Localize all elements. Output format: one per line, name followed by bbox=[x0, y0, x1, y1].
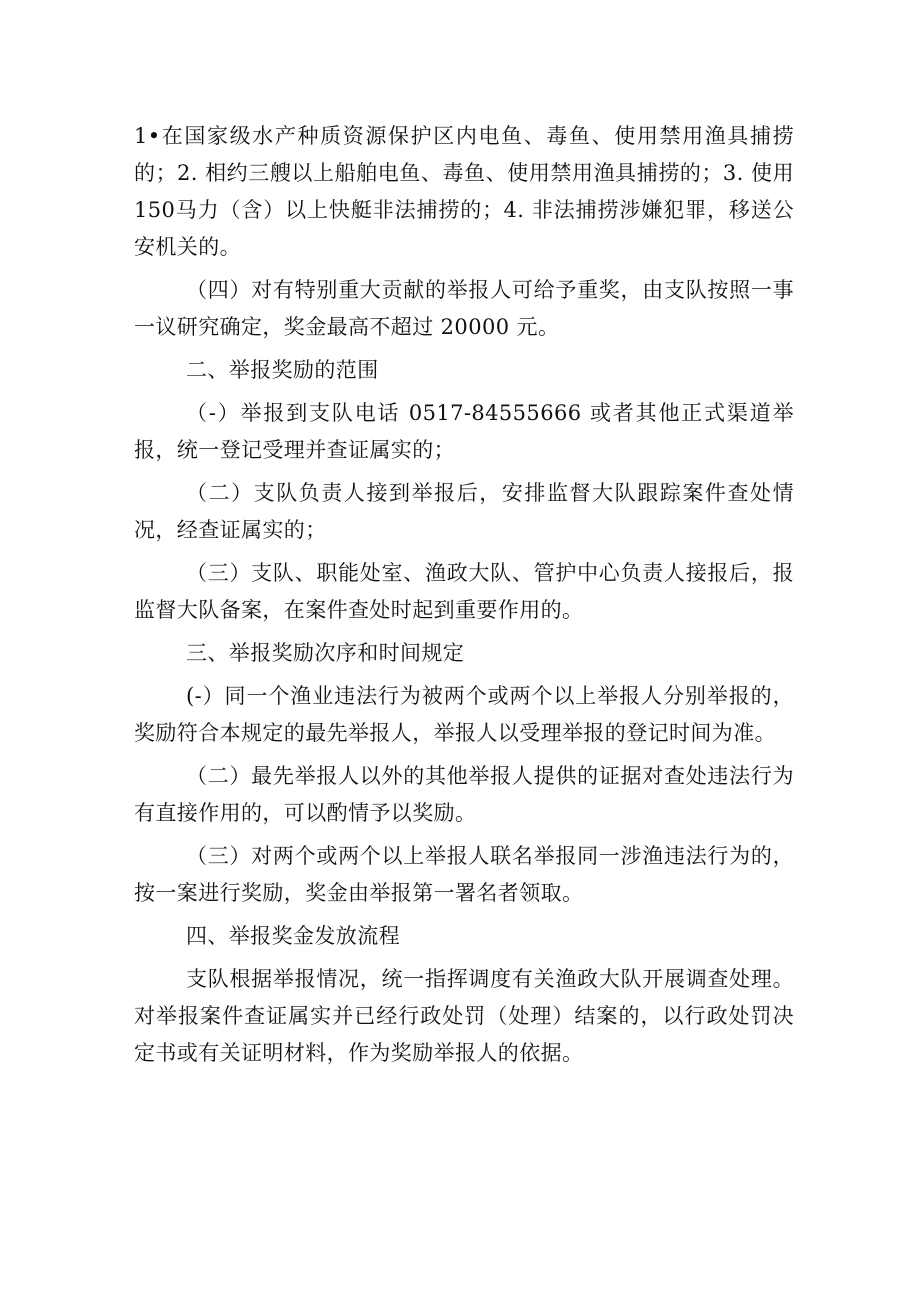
section-heading-scope: 二、举报奖励的范围 bbox=[186, 358, 379, 382]
document-body bbox=[134, 118, 794, 1072]
paragraph-order-1: (-）同一个渔业违法行为被两个或两个以上举报人分别举报的，奖励符合本规定的最先举报人，举报人以受理举报的登记时间为准。 bbox=[134, 684, 794, 745]
section-heading-process: 四、举报奖金发放流程 bbox=[186, 924, 400, 948]
section-heading-order: 三、举报奖励次序和时间规定 bbox=[186, 641, 465, 665]
paragraph-special-reward: （四）对有特别重大贡献的举报人可给予重奖，由支队按照一事一议研究确定，奖金最高不超过 20000 元。 bbox=[134, 278, 794, 339]
paragraph-scope-1: （-）举报到支队电话 0517-84555666 或者其他正式渠道举报，统一登记受理并查证属实的； bbox=[134, 401, 794, 462]
paragraph-items-1-4: 1•在国家级水产种质资源保护区内电鱼、毒鱼、使用禁用渔具捕捞的；2. 相约三艘以上船舶电鱼、毒鱼、使用禁用渔具捕捞的；3. 使用 150马力（含）以上快艇非法捕捞的；4. 非法捕捞涉嫌犯罪，移送公安机关的。 bbox=[134, 124, 794, 259]
paragraph-order-3: （三）对两个或两个以上举报人联名举报同一涉渔违法行为的，按一案进行奖励，奖金由举报第一署名者领取。 bbox=[134, 844, 794, 905]
paragraph-scope-3: （三）支队、职能处室、渔政大队、管护中心负责人接报后，报监督大队备案，在案件查处时起到重要作用的。 bbox=[134, 561, 794, 622]
paragraph-scope-2: （二）支队负责人接到举报后，安排监督大队跟踪案件查处情况，经查证属实的； bbox=[134, 481, 794, 542]
paragraph-process: 支队根据举报情况，统一指挥调度有关渔政大队开展调查处理。对举报案件查证属实并已经行政处罚（处理）结案的，以行政处罚决定书或有关证明材料，作为奖励举报人的依据。 bbox=[134, 967, 794, 1065]
paragraph-order-2: （二）最先举报人以外的其他举报人提供的证据对查处违法行为有直接作用的，可以酌情予以奖励。 bbox=[134, 764, 794, 825]
